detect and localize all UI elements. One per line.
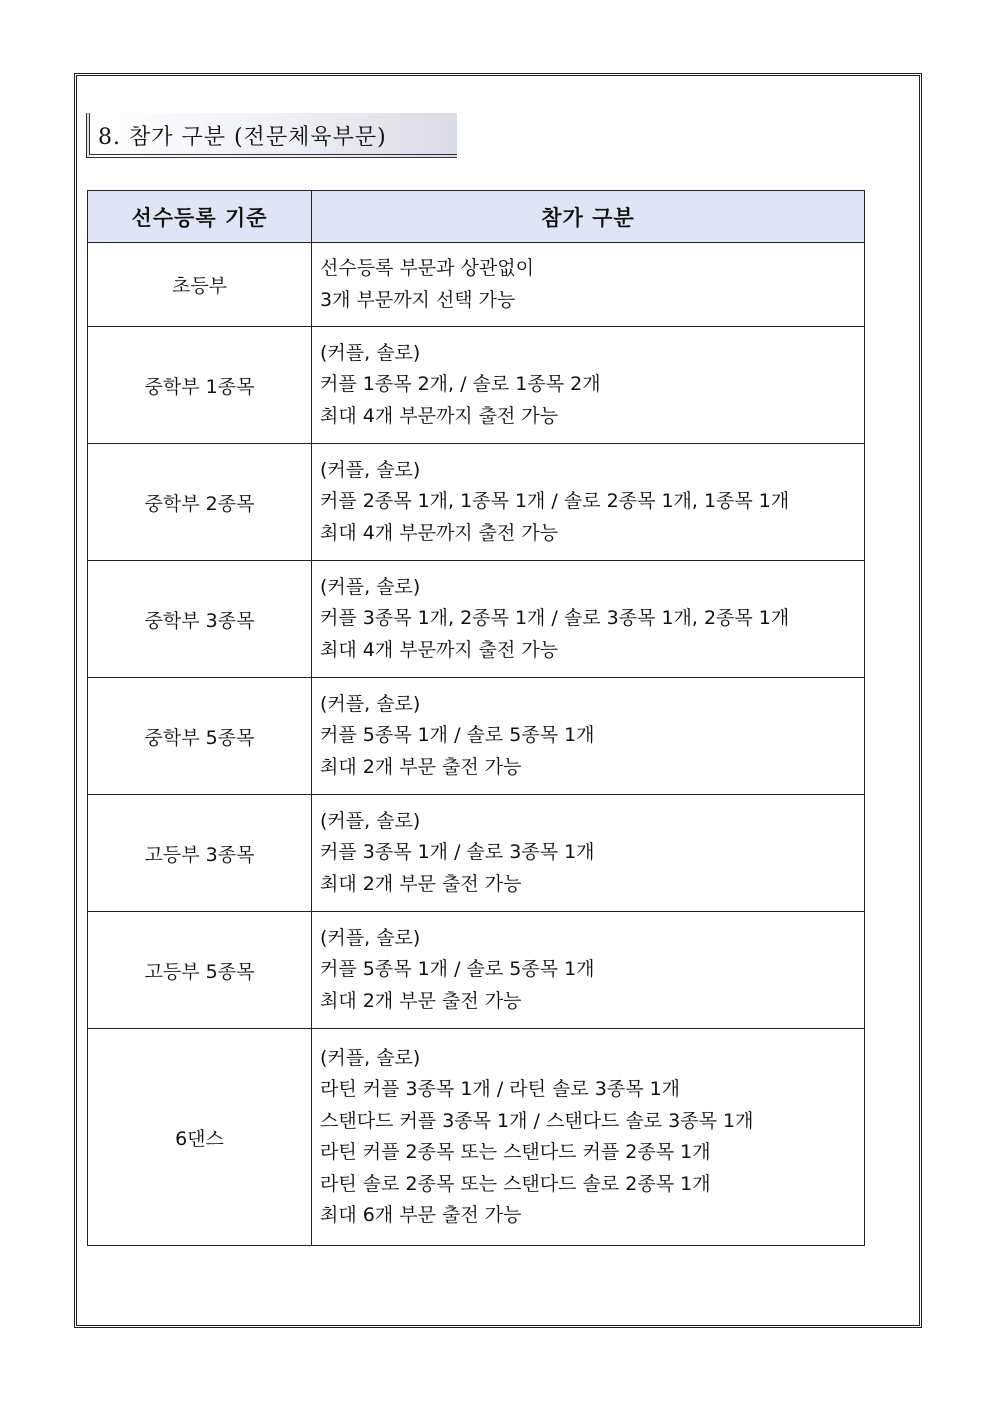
description-line: 3개 부문까지 선택 가능 <box>320 288 516 311</box>
description-line: 최대 4개 부문까지 출전 가능 <box>320 638 559 661</box>
row-category: 초등부 <box>88 243 312 327</box>
description-line: 최대 2개 부문 출전 가능 <box>320 755 522 778</box>
row-description <box>312 678 865 795</box>
description-line: 커플 5종목 1개 / 솔로 5종목 1개 <box>320 958 595 981</box>
participation-table <box>87 190 865 1246</box>
row-category: 중학부 2종목 <box>88 444 312 561</box>
table-row <box>88 243 865 327</box>
description-line: 최대 4개 부문까지 출전 가능 <box>320 404 559 427</box>
description-line: 최대 4개 부문까지 출전 가능 <box>320 521 559 544</box>
row-category: 고등부 3종목 <box>88 795 312 912</box>
description-line: (커플, 솔로) <box>320 458 421 481</box>
section-heading <box>86 113 457 158</box>
row-description <box>312 444 865 561</box>
table-header-row <box>88 191 865 243</box>
description-line: (커플, 솔로) <box>320 1046 421 1069</box>
row-category: 중학부 3종목 <box>88 561 312 678</box>
table-row <box>88 444 865 561</box>
row-description <box>312 912 865 1029</box>
row-description <box>312 1029 865 1246</box>
header-participation-class: 참가 구분 <box>312 191 865 243</box>
row-description <box>312 795 865 912</box>
section-title-text: 8. 참가 구분 (전문체육부문) <box>98 125 387 150</box>
description-line: 최대 6개 부문 출전 가능 <box>320 1204 522 1226</box>
description-line: 커플 5종목 1개 / 솔로 5종목 1개 <box>320 724 595 747</box>
description-line: 최대 2개 부문 출전 가능 <box>320 872 522 895</box>
description-line: 커플 3종목 1개, 2종목 1개 / 솔로 3종목 1개, 2종목 1개 <box>320 607 790 630</box>
description-line: (커플, 솔로) <box>320 692 421 715</box>
table-row <box>88 912 865 1029</box>
description-line: 라틴 커플 2종목 또는 스탠다드 커플 2종목 1개 <box>320 1141 711 1163</box>
table-row <box>88 1029 865 1246</box>
description-line: 선수등록 부문과 상관없이 <box>320 257 534 279</box>
description-line: 커플 3종목 1개 / 솔로 3종목 1개 <box>320 841 595 864</box>
description-line: 스탠다드 커플 3종목 1개 / 스탠다드 솔로 3종목 1개 <box>320 1109 754 1132</box>
row-description <box>312 327 865 444</box>
table-row <box>88 327 865 444</box>
row-category: 고등부 5종목 <box>88 912 312 1029</box>
description-line: 커플 1종목 2개, / 솔로 1종목 2개 <box>320 373 601 396</box>
row-category: 중학부 1종목 <box>88 327 312 444</box>
table-row <box>88 678 865 795</box>
row-category: 중학부 5종목 <box>88 678 312 795</box>
description-line: (커플, 솔로) <box>320 575 421 598</box>
table-row <box>88 561 865 678</box>
row-category: 6댄스 <box>88 1029 312 1246</box>
description-line: 라틴 솔로 2종목 또는 스탠다드 솔로 2종목 1개 <box>320 1172 711 1195</box>
row-description <box>312 561 865 678</box>
description-line: (커플, 솔로) <box>320 341 421 364</box>
description-line: 커플 2종목 1개, 1종목 1개 / 솔로 2종목 1개, 1종목 1개 <box>320 490 790 513</box>
description-line: 최대 2개 부문 출전 가능 <box>320 989 522 1012</box>
description-line: (커플, 솔로) <box>320 809 421 832</box>
header-registration-criteria: 선수등록 기준 <box>88 191 312 243</box>
row-description <box>312 243 865 327</box>
description-line: 라틴 커플 3종목 1개 / 라틴 솔로 3종목 1개 <box>320 1078 681 1100</box>
description-line: (커플, 솔로) <box>320 926 421 949</box>
table-row <box>88 795 865 912</box>
